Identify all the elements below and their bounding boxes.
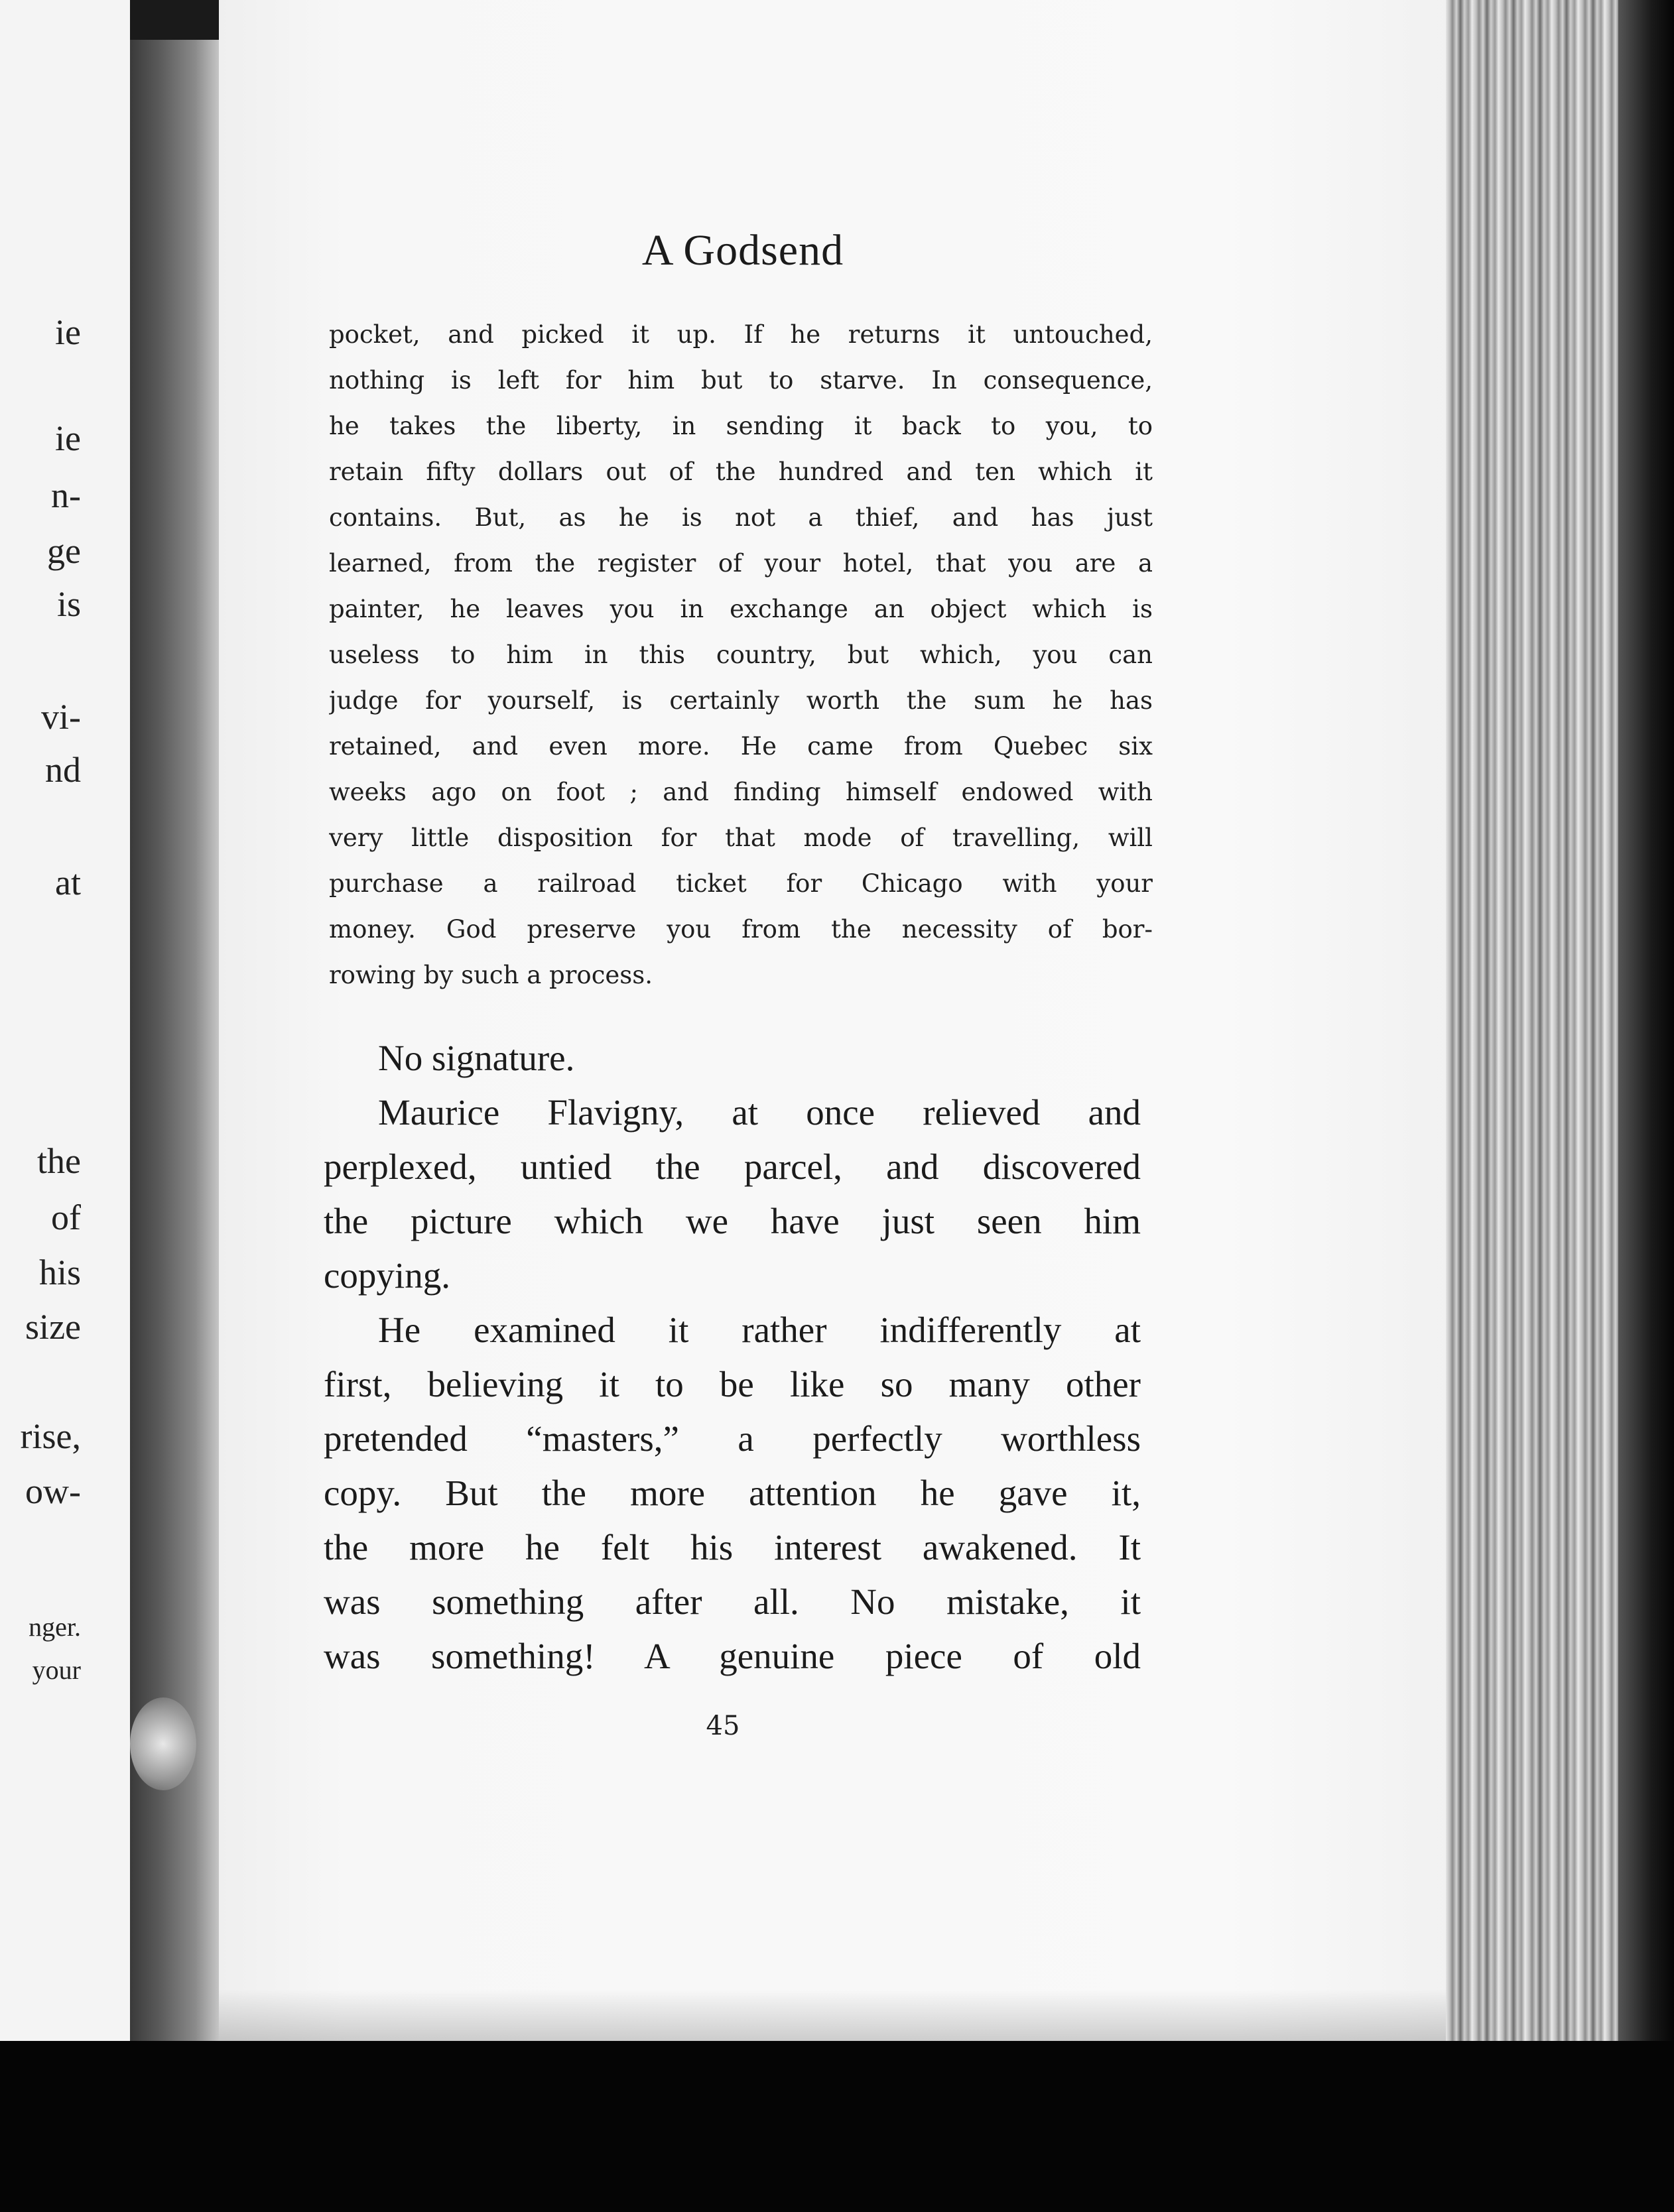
left-fragment: vi- [41, 697, 81, 737]
left-fragment: ie [55, 312, 81, 352]
main-page [219, 0, 1479, 2042]
letter-line: rowing by such a process. [329, 961, 653, 989]
letter-line: weeks ago on foot ; and finding himself endowed with [329, 778, 1153, 806]
left-fragment: the [37, 1141, 81, 1181]
body-line: pretended “masters,” a perfectly worthless [324, 1418, 1141, 1459]
left-fragment: your [32, 1655, 81, 1685]
gutter-top-shadow [130, 0, 223, 40]
narrative-text [324, 1031, 1141, 1684]
letter-line: he takes the liberty, in sending it back to you, to [329, 412, 1153, 440]
left-fragment: size [25, 1307, 81, 1347]
letter-line: money. God preserve you from the necessity of bor- [329, 915, 1153, 944]
letter-line: purchase a railroad ticket for Chicago with your [329, 869, 1153, 898]
page-edges-shadow [1618, 0, 1674, 2212]
letter-line: retained, and even more. He came from Quebec six [329, 732, 1153, 761]
body-line: No signature. [378, 1038, 575, 1078]
left-fragment: ge [47, 531, 81, 571]
body-line: He examined it rather indifferently at [378, 1310, 1141, 1350]
left-fragment: ie [55, 418, 81, 458]
running-head: A Godsend [641, 226, 844, 275]
body-line: copy. But the more attention he gave it, [324, 1473, 1141, 1513]
body-line: Maurice Flavigny, at once relieved and [378, 1092, 1141, 1133]
letter-line: very little disposition for that mode of travelling, will [329, 824, 1153, 852]
letter-line: contains. But, as he is not a thief, and has just [329, 503, 1153, 532]
letter-line: pocket, and picked it up. If he returns it untouched, [329, 320, 1153, 349]
body-line: copying. [324, 1255, 450, 1296]
page-number: 45 [706, 1711, 740, 1741]
letter-line: nothing is left for him but to starve. In consequence, [329, 366, 1153, 395]
left-fragment: ow- [25, 1471, 81, 1511]
letter-line: judge for yourself, is certainly worth the sum he has [329, 686, 1153, 715]
paper-blot [130, 1697, 196, 1790]
letter-text [329, 312, 1153, 998]
left-fragment: of [51, 1198, 81, 1237]
letter-line: retain fifty dollars out of the hundred and ten which it [329, 458, 1153, 486]
body-line: the more he felt his interest awakened. It [324, 1527, 1141, 1567]
letter-line: painter, he leaves you in exchange an object which is [329, 595, 1153, 623]
letter-line: useless to him in this country, but which, you can [329, 641, 1153, 669]
scan-bottom-border [0, 2041, 1674, 2212]
left-fragment: is [56, 584, 81, 624]
left-fragment: nd [45, 750, 81, 790]
body-line: the picture which we have just seen him [324, 1201, 1141, 1241]
letter-line: learned, from the register of your hotel, that you are a [329, 549, 1153, 578]
body-line: was something after all. No mistake, it [324, 1581, 1141, 1622]
page-bottom-shade [219, 1989, 1479, 2042]
body-line: perplexed, untied the parcel, and discovered [324, 1146, 1141, 1187]
left-page-text-fragments [0, 0, 133, 2042]
body-line: first, believing it to be like so many other [324, 1364, 1141, 1404]
left-fragment: at [55, 863, 81, 902]
left-fragment: n- [51, 475, 81, 515]
left-fragment: nger. [29, 1612, 81, 1642]
body-line: was something! A genuine piece of old [324, 1636, 1141, 1676]
left-page-fragment [0, 0, 133, 2042]
left-fragment: his [38, 1253, 81, 1292]
left-fragment: rise, [20, 1416, 81, 1456]
